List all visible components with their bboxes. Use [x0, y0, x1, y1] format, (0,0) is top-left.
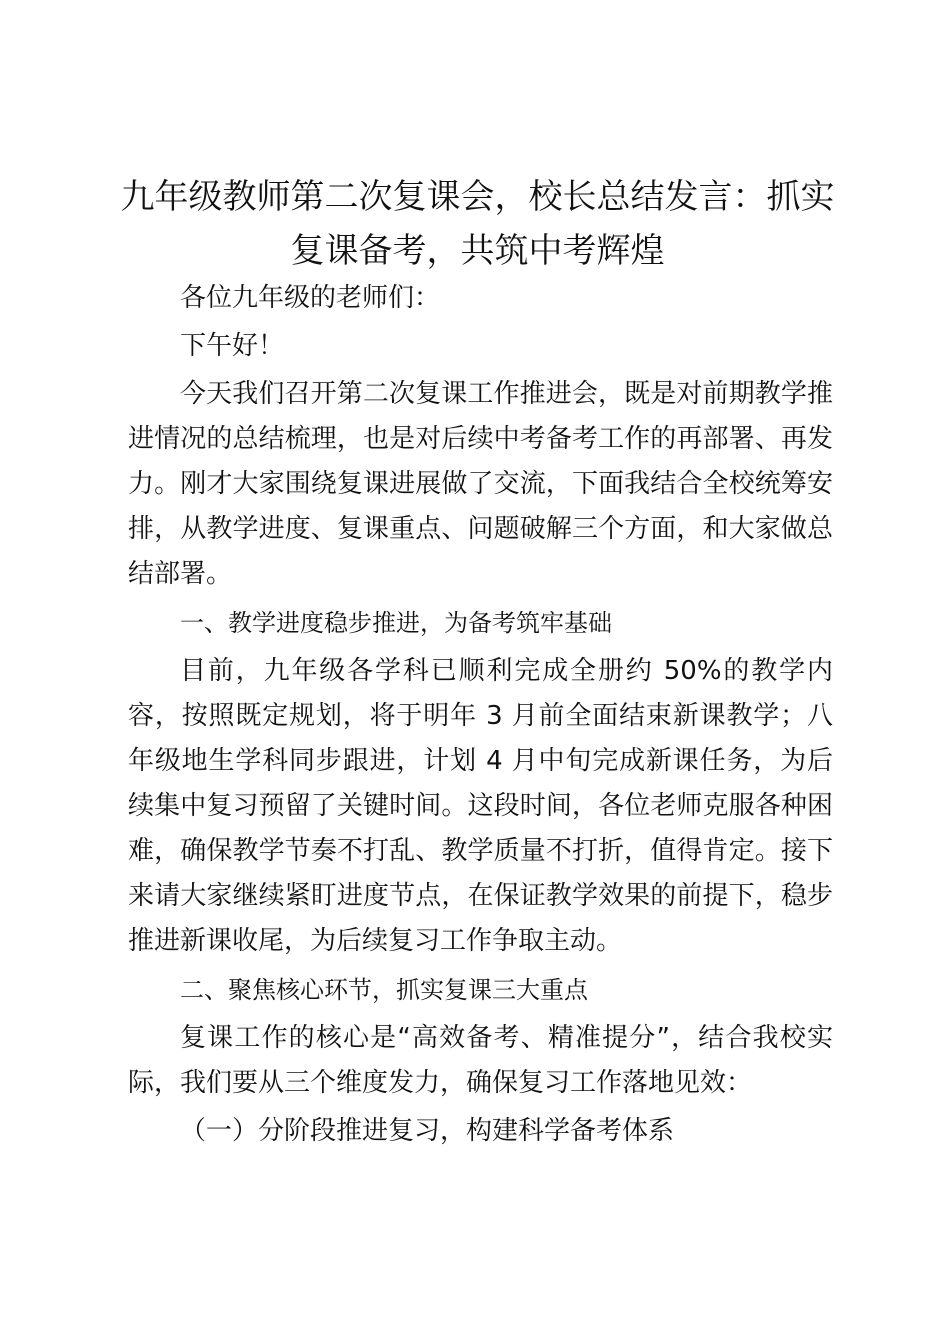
document-body — [128, 276, 833, 1154]
intro-paragraph: 今天我们召开第二次复课工作推进会，既是对前期教学推进情况的总结梳理，也是对后续中考备考工作的再部署、再发力。刚才大家围绕复课进展做了交流，下面我结合全校统筹安排，从教学进度、复课重点、问题破解三个方面，和大家做总结部署。 — [128, 379, 833, 589]
section-2-heading: 二、聚焦核心环节，抓实复课三大重点 — [180, 976, 588, 1004]
section-1-heading: 一、教学进度稳步推进，为备考筑牢基础 — [180, 609, 612, 637]
greeting: 下午好！ — [180, 331, 285, 361]
salutation: 各位九年级的老师们： — [180, 283, 441, 313]
document-title: 九年级教师第二次复课会，校长总结发言：抓实复课备考，共筑中考辉煌 — [120, 177, 835, 271]
section-1-paragraph: 目前，九年级各学科已顺利完成全册约 50%的教学内容，按照既定规划，将于明年 3 月前全面结束新课教学；八年级地生学科同步跟进，计划 4 月中旬完成新课任务，为后续集中复习预留了关键时间。这段时间，各位老师克服各种困难，确保教学节奏不打乱、教学质量不打折，值得肯定。接下来请大家继续紧盯进度节点，在保证教学效果的前提下，稳步推进新课收尾，为后续复习工作争取主动。 — [128, 656, 833, 956]
section-2-paragraph: 复课工作的核心是“高效备考、精准提分”，结合我校实际，我们要从三个维度发力，确保复习工作落地见效： — [128, 1023, 833, 1098]
subsection-1-heading: （一）分阶段推进复习，构建科学备考体系 — [180, 1116, 675, 1146]
